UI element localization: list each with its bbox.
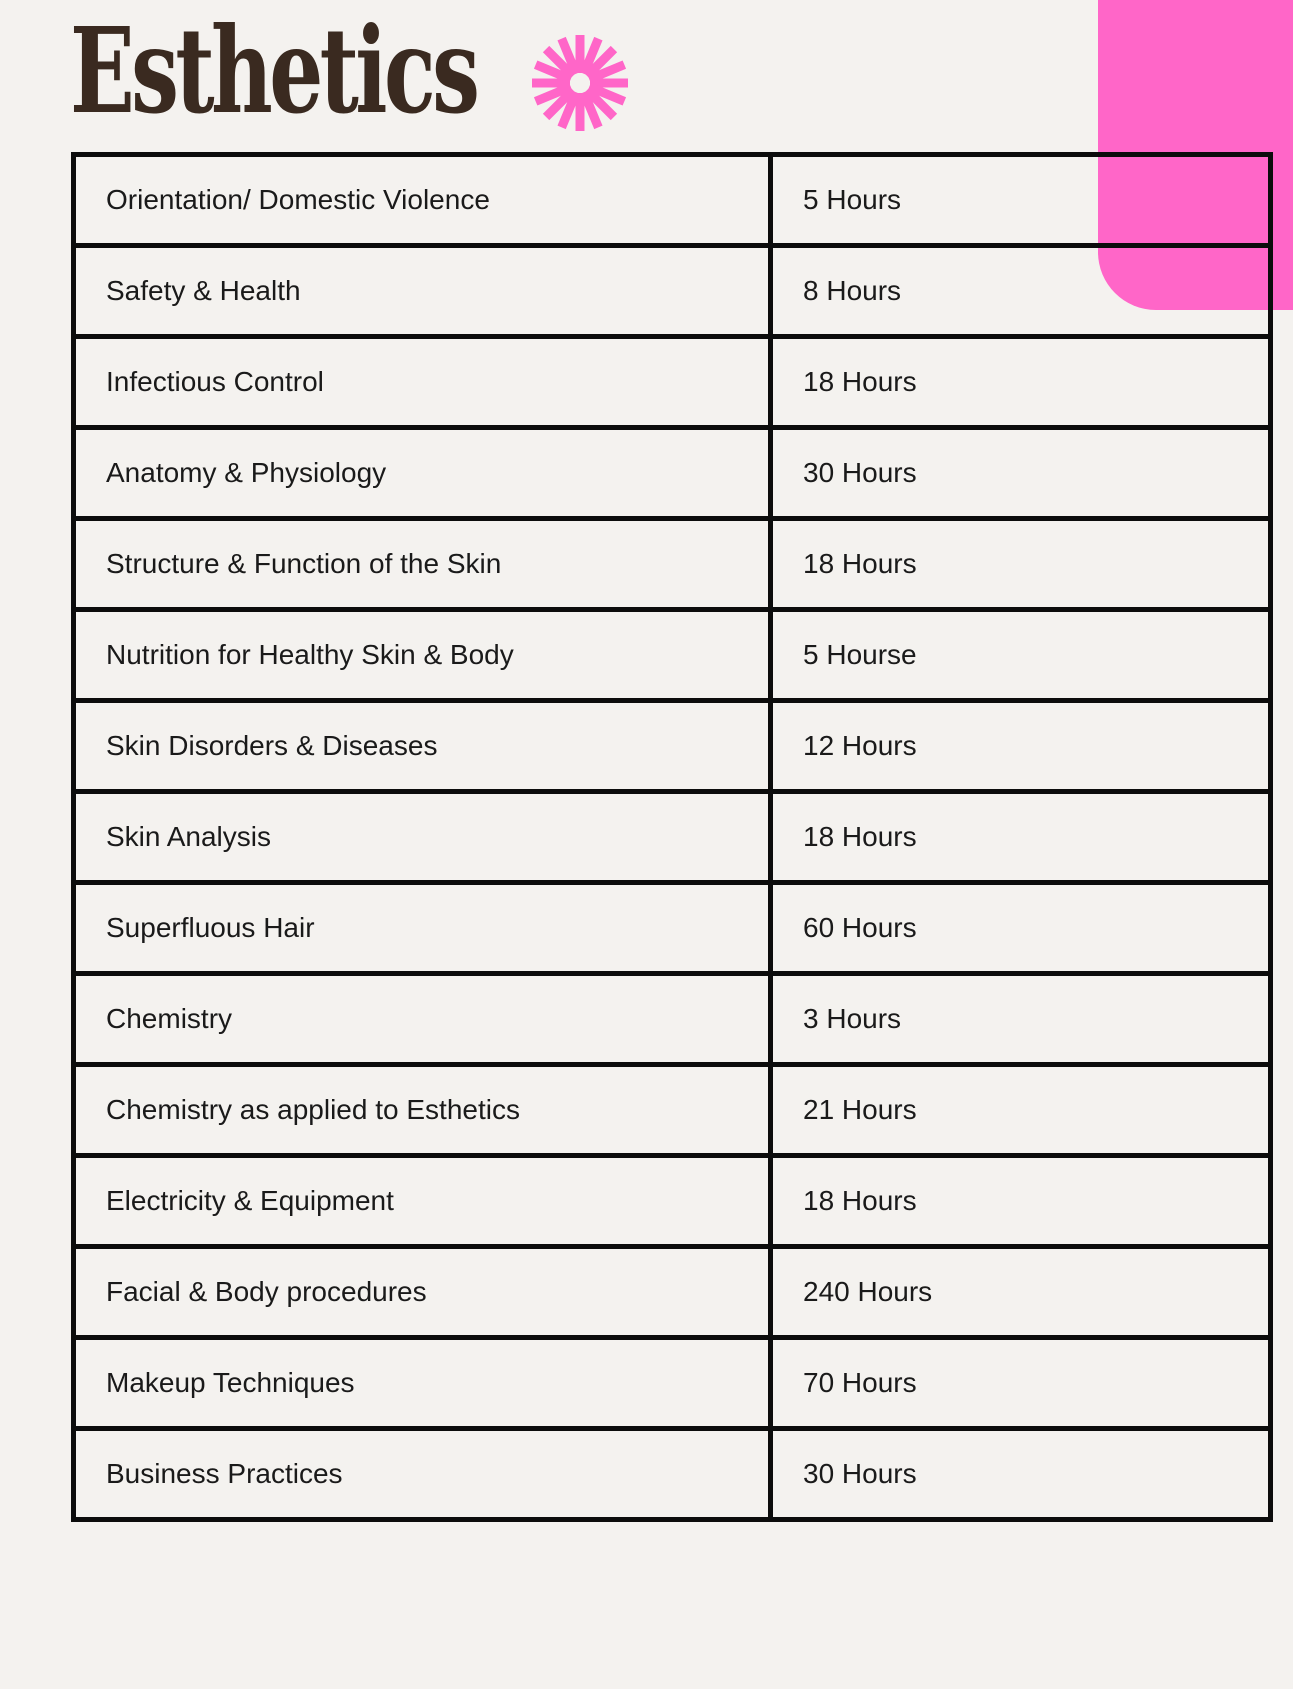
subject-cell: Nutrition for Healthy Skin & Body <box>74 610 771 701</box>
subject-cell: Facial & Body procedures <box>74 1247 771 1338</box>
subject-cell: Safety & Health <box>74 246 771 337</box>
table-row <box>74 1429 1271 1520</box>
table-row <box>74 1156 1271 1247</box>
subject-cell: Anatomy & Physiology <box>74 428 771 519</box>
subject-cell: Skin Analysis <box>74 792 771 883</box>
hours-cell: 18 Hours <box>771 519 1271 610</box>
table-row <box>74 1338 1271 1429</box>
subject-cell: Structure & Function of the Skin <box>74 519 771 610</box>
table-row <box>74 883 1271 974</box>
table-row <box>74 155 1271 246</box>
table-row <box>74 792 1271 883</box>
hours-cell: 8 Hours <box>771 246 1271 337</box>
page-title: Esthetics <box>70 1 477 140</box>
hours-cell: 5 Hourse <box>771 610 1271 701</box>
hours-cell: 60 Hours <box>771 883 1271 974</box>
table-row <box>74 246 1271 337</box>
hours-cell: 30 Hours <box>771 1429 1271 1520</box>
subject-cell: Electricity & Equipment <box>74 1156 771 1247</box>
subject-cell: Superfluous Hair <box>74 883 771 974</box>
table-row <box>74 337 1271 428</box>
hours-cell: 70 Hours <box>771 1338 1271 1429</box>
hours-cell: 5 Hours <box>771 155 1271 246</box>
table-row <box>74 610 1271 701</box>
table-row <box>74 701 1271 792</box>
hours-cell: 18 Hours <box>771 337 1271 428</box>
subject-cell: Infectious Control <box>74 337 771 428</box>
curriculum-table <box>71 152 1273 1522</box>
table-row <box>74 519 1271 610</box>
subject-cell: Business Practices <box>74 1429 771 1520</box>
hours-cell: 21 Hours <box>771 1065 1271 1156</box>
subject-cell: Makeup Techniques <box>74 1338 771 1429</box>
subject-cell: Skin Disorders & Diseases <box>74 701 771 792</box>
subject-cell: Orientation/ Domestic Violence <box>74 155 771 246</box>
curriculum-table-body <box>74 155 1271 1520</box>
asterisk-icon <box>530 33 630 133</box>
table-row <box>74 974 1271 1065</box>
table-row <box>74 1247 1271 1338</box>
hours-cell: 18 Hours <box>771 1156 1271 1247</box>
table-row <box>74 1065 1271 1156</box>
subject-cell: Chemistry as applied to Esthetics <box>74 1065 771 1156</box>
hours-cell: 240 Hours <box>771 1247 1271 1338</box>
hours-cell: 30 Hours <box>771 428 1271 519</box>
hours-cell: 12 Hours <box>771 701 1271 792</box>
hours-cell: 3 Hours <box>771 974 1271 1065</box>
hours-cell: 18 Hours <box>771 792 1271 883</box>
curriculum-table-container <box>71 152 1273 1522</box>
subject-cell: Chemistry <box>74 974 771 1065</box>
table-row <box>74 428 1271 519</box>
